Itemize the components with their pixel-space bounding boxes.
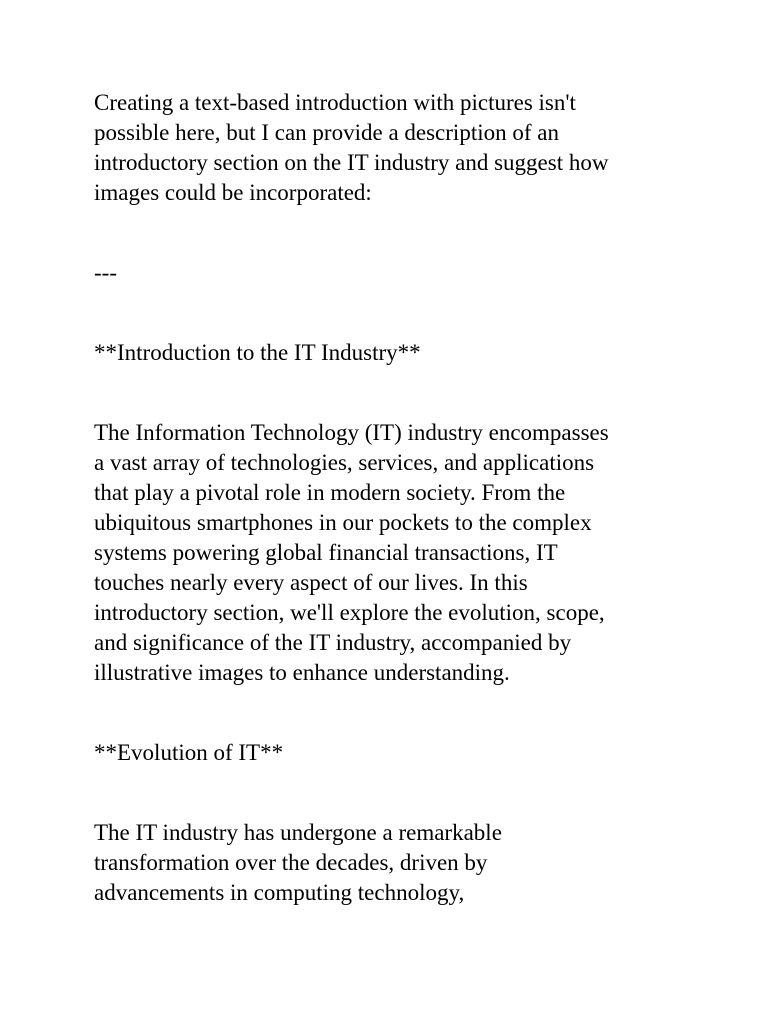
intro-line: images could be incorporated:: [94, 180, 372, 205]
body-line: that play a pivotal role in modern society. From the: [94, 480, 566, 505]
body-line: ubiquitous smartphones in our pockets to the complex: [94, 510, 592, 535]
separator: ---: [94, 260, 117, 285]
body-line: systems powering global financial transactions, IT: [94, 540, 558, 565]
body-line: The Information Technology (IT) industry encompasses: [94, 420, 609, 445]
intro-line: introductory section on the IT industry and suggest how: [94, 150, 609, 175]
evolution-line: advancements in computing technology,: [94, 880, 465, 905]
evolution-line: transformation over the decades, driven by: [94, 850, 488, 875]
intro-line: Creating a text-based introduction with pictures isn't: [94, 90, 576, 115]
body-line: a vast array of technologies, services, and applications: [94, 450, 595, 475]
body-line: touches nearly every aspect of our lives. In this: [94, 570, 528, 595]
evolution-line: The IT industry has undergone a remarkable: [94, 820, 502, 845]
body-line: illustrative images to enhance understanding.: [94, 660, 510, 685]
heading-evolution: **Evolution of IT**: [94, 740, 284, 765]
body-line: and significance of the IT industry, accompanied by: [94, 630, 572, 655]
heading-introduction: **Introduction to the IT Industry**: [94, 340, 421, 365]
body-line: introductory section, we'll explore the evolution, scope,: [94, 600, 605, 625]
intro-line: possible here, but I can provide a description of an: [94, 120, 559, 145]
